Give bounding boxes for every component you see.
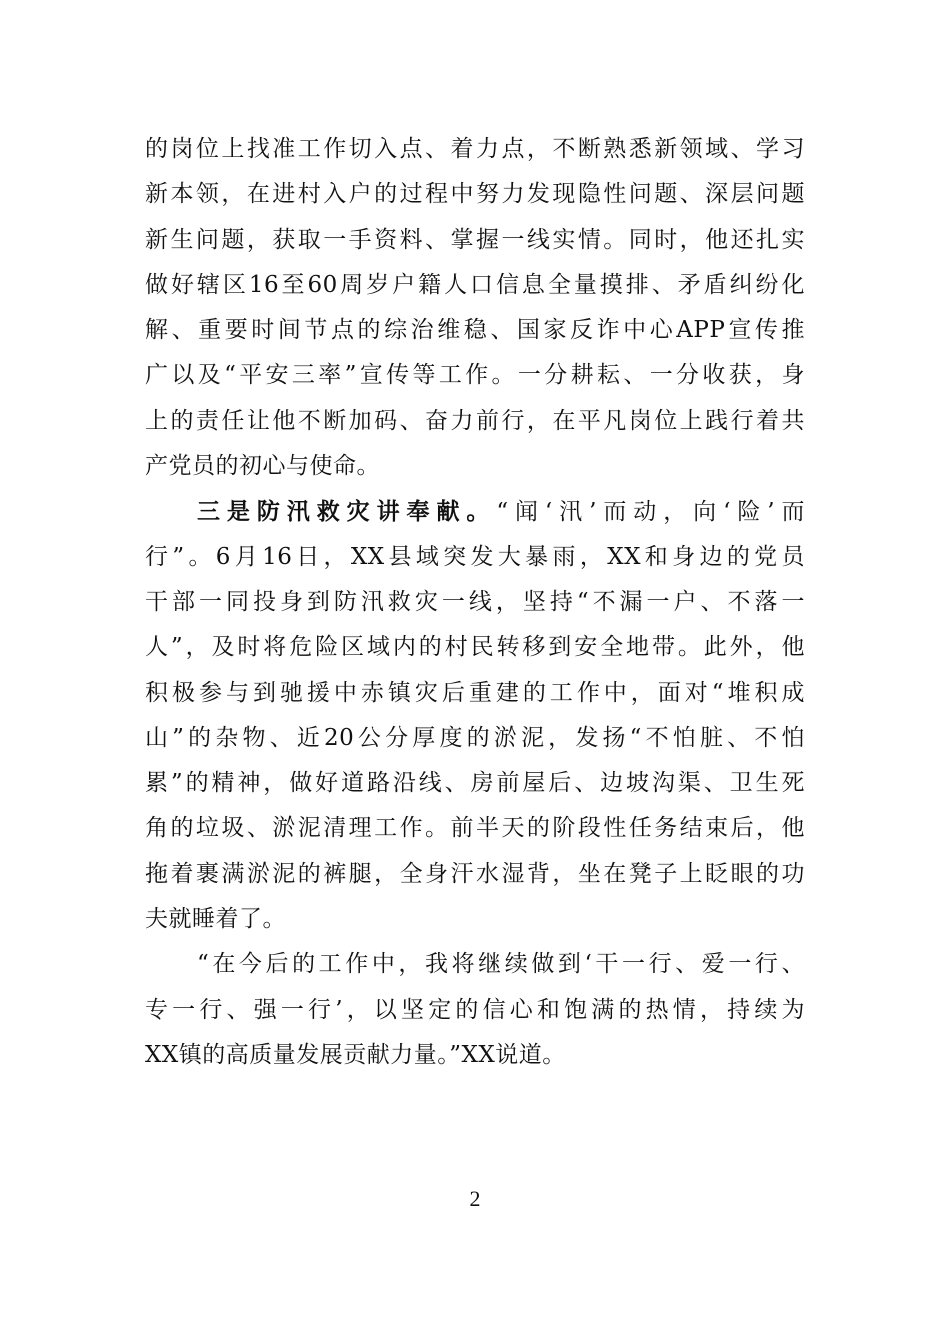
text-line: 夫就睡着了。: [145, 906, 286, 933]
section-heading: 三是防汛救灾讲奉献。: [197, 498, 497, 526]
text-line: 积极参与到驰援中赤镇灾后重建的工作中，面对“堆积成: [145, 679, 805, 706]
paragraph-3: [145, 942, 805, 1078]
paragraph-2: [145, 489, 805, 942]
text-line: XX镇的高质量发展贡献力量。”XX说道。: [145, 1041, 566, 1068]
document-body: [145, 127, 805, 1078]
paragraph-first-line: [145, 489, 805, 534]
text-line: “在今后的工作中，我将继续做到‘干一行、爱一行、: [197, 951, 805, 978]
text-line: 行”。6月16日，XX县域突发大暴雨，XX和身边的党员: [145, 543, 805, 570]
text-line: 山”的杂物、近20公分厚度的淤泥，发扬“不怕脏、不怕: [145, 724, 805, 751]
text-line: 产党员的初心与使命。: [145, 453, 380, 480]
text-line: 人”，及时将危险区域内的村民转移到安全地带。此外，他: [145, 634, 805, 661]
text-line: 新生问题，获取一手资料、掌握一线实情。同时，他还扎实: [145, 226, 805, 253]
text-line: 解、重要时间节点的综治维稳、国家反诈中心APP宣传推: [145, 317, 805, 344]
text-line: 拖着裹满淤泥的裤腿，全身汗水湿背，坐在凳子上眨眼的功: [145, 860, 805, 887]
paragraph-1: [145, 127, 805, 489]
text-line: 干部一同投身到防汛救灾一线，坚持“不漏一户、不落一: [145, 588, 805, 615]
text-line: 广以及“平安三率”宣传等工作。一分耕耘、一分收获，身: [145, 362, 805, 389]
page-number: 2: [469, 1186, 481, 1211]
text-line: 上的责任让他不断加码、奋力前行，在平凡岗位上践行着共: [145, 407, 805, 434]
text-line: 新本领，在进村入户的过程中努力发现隐性问题、深层问题: [145, 181, 805, 208]
text-line: 专一行、强一行’，以坚定的信心和饱满的热情，持续为: [145, 996, 805, 1023]
text-line: 的岗位上找准工作切入点、着力点，不断熟悉新领域、学习: [145, 136, 805, 162]
text-line: 角的垃圾、淤泥清理工作。前半天的阶段性任务结束后，他: [145, 815, 805, 842]
text-line: 累”的精神，做好道路沿线、房前屋后、边坡沟渠、卫生死: [145, 770, 805, 797]
text-line: 做好辖区16至60周岁户籍人口信息全量摸排、矛盾纠纷化: [145, 271, 805, 298]
text-run: “闻‘汛’而动，向‘险’而: [496, 499, 805, 526]
